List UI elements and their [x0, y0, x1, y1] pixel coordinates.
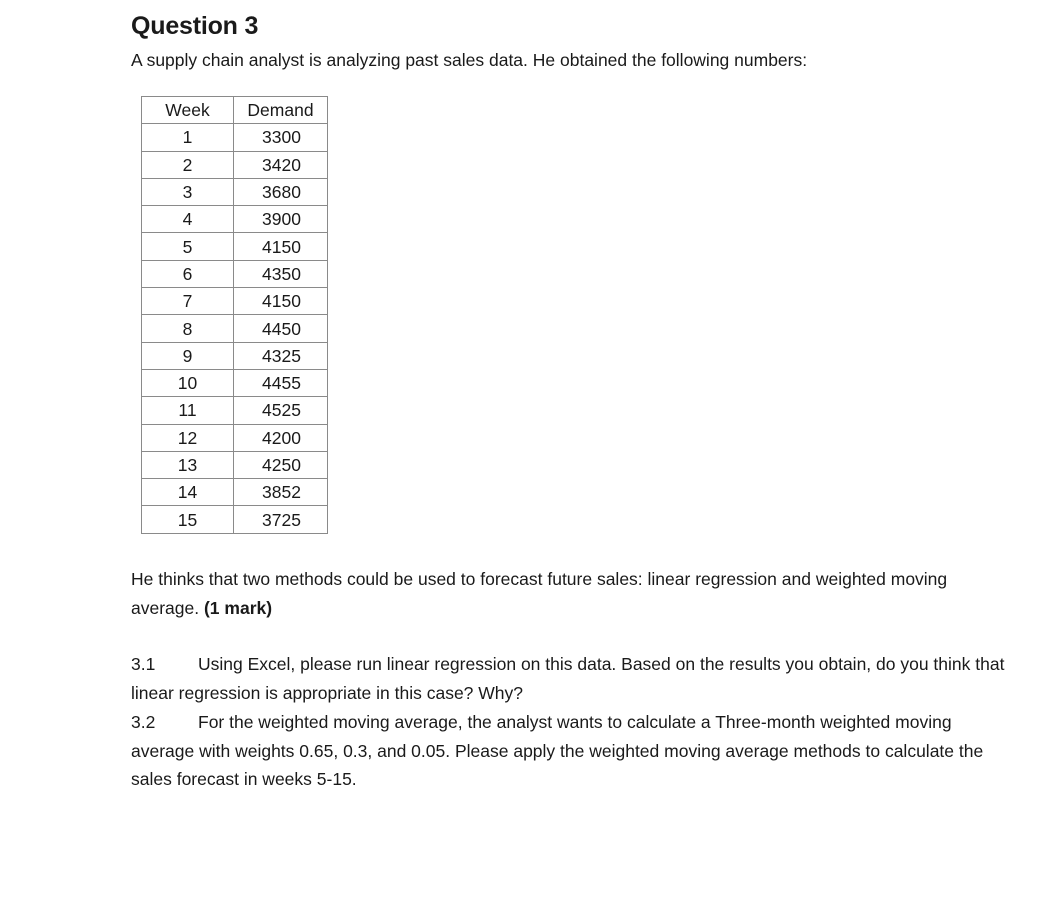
demand-table [141, 96, 328, 534]
week-cell: 12 [142, 424, 234, 451]
demand-cell: 4455 [234, 369, 328, 396]
week-column-header: Week [142, 97, 234, 124]
week-cell: 13 [142, 451, 234, 478]
table-row [142, 288, 328, 315]
week-cell: 11 [142, 397, 234, 424]
subquestion-text: Using Excel, please run linear regression on this data. Based on the results you obtain, do you think that linear regression is appropriate in this case? Why? [131, 654, 1005, 703]
table-row [142, 424, 328, 451]
week-cell: 9 [142, 342, 234, 369]
mark-label: (1 mark) [203, 597, 273, 618]
demand-cell: 3680 [234, 178, 328, 205]
methods-text: He thinks that two methods could be used to forecast future sales: linear regression and weighted moving average. [131, 569, 948, 618]
week-cell: 8 [142, 315, 234, 342]
demand-cell: 3420 [234, 151, 328, 178]
table-row [142, 233, 328, 260]
week-cell: 6 [142, 260, 234, 287]
demand-cell: 4150 [234, 233, 328, 260]
demand-cell: 3300 [234, 124, 328, 151]
table-row [142, 342, 328, 369]
week-cell: 4 [142, 206, 234, 233]
table-header-row [142, 97, 328, 124]
question-title: Question 3 [131, 12, 259, 40]
methods-paragraph [131, 565, 1011, 622]
demand-cell: 4200 [234, 424, 328, 451]
table-row [142, 451, 328, 478]
table-row [142, 369, 328, 396]
demand-cell: 4150 [234, 288, 328, 315]
question-intro: A supply chain analyst is analyzing past sales data. He obtained the following numbers: [131, 50, 808, 70]
table-row [142, 124, 328, 151]
table-row [142, 206, 328, 233]
week-cell: 1 [142, 124, 234, 151]
demand-cell: 3900 [234, 206, 328, 233]
demand-cell: 3725 [234, 506, 328, 533]
demand-column-header: Demand [234, 97, 328, 124]
subquestion-number: 3.1 [131, 654, 156, 674]
table-row [142, 506, 328, 533]
week-cell: 5 [142, 233, 234, 260]
week-cell: 2 [142, 151, 234, 178]
demand-cell: 3852 [234, 479, 328, 506]
demand-cell: 4525 [234, 397, 328, 424]
week-cell: 14 [142, 479, 234, 506]
week-cell: 10 [142, 369, 234, 396]
table-row [142, 315, 328, 342]
subquestion-3-1 [131, 650, 1011, 707]
week-cell: 7 [142, 288, 234, 315]
demand-cell: 4450 [234, 315, 328, 342]
table-row [142, 151, 328, 178]
subquestion-text: For the weighted moving average, the analyst wants to calculate a Three-month weighted moving average with weights 0.65, 0.3, and 0.05. Please apply the weighted moving average methods to calculate the sales forecast in weeks 5-15. [131, 712, 984, 789]
demand-cell: 4250 [234, 451, 328, 478]
table-row [142, 397, 328, 424]
subquestion-number: 3.2 [131, 712, 156, 732]
table-row [142, 260, 328, 287]
subquestion-3-2 [131, 708, 1011, 794]
week-cell: 15 [142, 506, 234, 533]
table-row [142, 178, 328, 205]
demand-cell: 4325 [234, 342, 328, 369]
demand-cell: 4350 [234, 260, 328, 287]
week-cell: 3 [142, 178, 234, 205]
table-row [142, 479, 328, 506]
